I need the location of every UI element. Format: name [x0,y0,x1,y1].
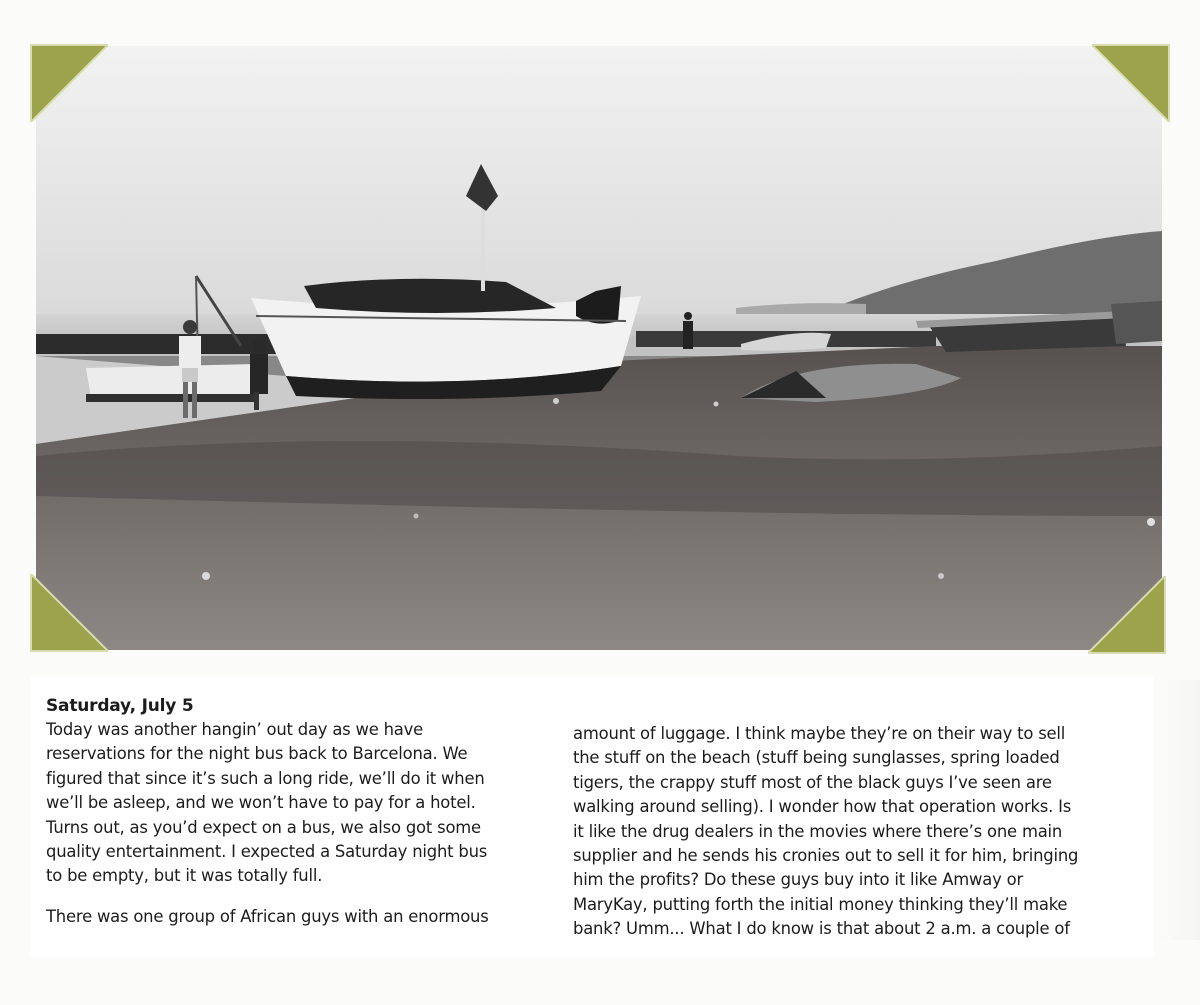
text-line: Today was another hangin’ out day as we have [46,720,424,739]
beach-scene-illustration [36,46,1162,650]
text-line: it like the drug dealers in the movies where there’s one main [573,821,1063,841]
journal-entry [30,676,1154,958]
page-edge-shadow [1160,680,1200,940]
text-line: bank? Umm... What I do know is that about 2 a.m. a couple of [573,919,1070,939]
text-line: tigers, the crappy stuff most of the black guys I’ve seen are [573,772,1052,792]
text-line: Turns out, as you’d expect on a bus, we also got some [46,817,481,837]
text-line: figured that since it’s such a long ride, we’ll do it when [46,768,485,788]
entry-date-heading: Saturday, July 5 [46,696,194,716]
text-line: There was one group of African guys with an enormous [46,906,489,926]
text-line: MaryKay, putting forth the initial money thinking they’ll make [573,894,1068,914]
text-line: quality entertainment. I expected a Saturday night bus [46,842,488,862]
text-line: amount of luggage. I think maybe they’re on their way to sell [573,724,1066,743]
text-line: walking around selling). I wonder how that operation works. Is [573,797,1072,817]
text-line: reservations for the night bus back to Barcelona. We [46,744,468,764]
text-line: him the profits? Do these guys buy into it like Amway or [573,870,1023,890]
text-line: the stuff on the beach (stuff being sunglasses, spring loaded [573,748,1060,768]
journal-column-right [573,722,1143,942]
text-line: supplier and he sends his cronies out to sell it for him, bringing [573,846,1079,866]
photo-corner-bottom-left [28,574,108,654]
photo-corner-bottom-right [1088,576,1168,656]
text-line: we’ll be asleep, and we won’t have to pay for a hotel. [46,793,476,813]
photo-corner-top-right [1092,42,1172,122]
beach-photo [36,46,1162,650]
journal-column-left [46,694,546,929]
text-line: to be empty, but it was totally full. [46,866,323,886]
photo-corner-top-left [28,42,108,122]
